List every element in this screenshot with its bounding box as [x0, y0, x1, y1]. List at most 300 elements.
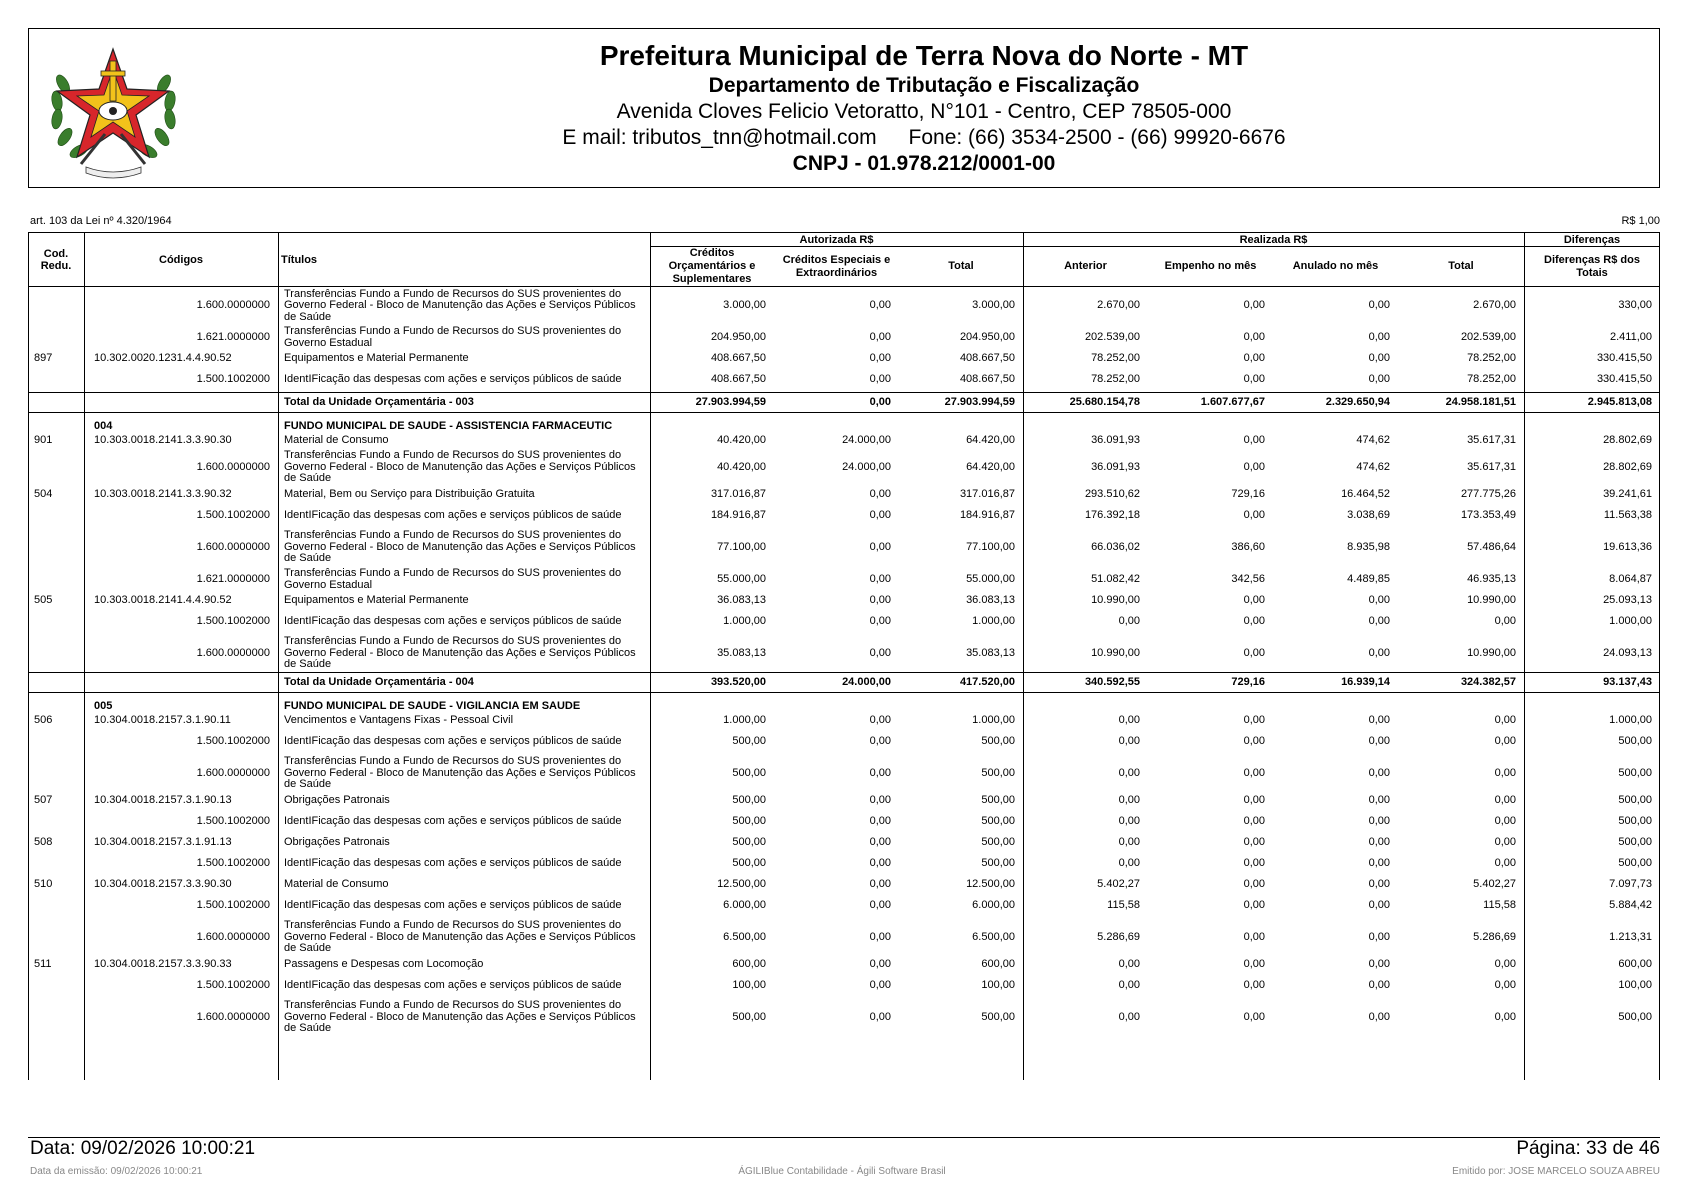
cell-diferencas: 2.411,00 — [1609, 330, 1652, 343]
cell-titulo: IdentIFicação das despesas com ações e serviços públicos de saúde — [284, 734, 622, 747]
cell-anulado — [1273, 693, 1398, 713]
cell-anterior: 0,00 — [1118, 614, 1140, 627]
cell-diferencas: 93.137,43 — [1524, 673, 1660, 693]
cell-codigo: 1.600.0000000 — [196, 460, 270, 473]
table-row — [28, 919, 1660, 957]
table-row — [28, 325, 1660, 351]
cell-creditos-orcamentarios: 40.420,00 — [717, 433, 766, 446]
col-empenho: Empenho no mês — [1148, 247, 1273, 287]
cell-codigo: 10.304.0018.2157.3.1.91.13 — [94, 835, 232, 848]
cell-diferencas: 500,00 — [1618, 793, 1652, 806]
cell-total-autorizada: 184.916,87 — [959, 508, 1015, 521]
cell-creditos-especiais — [774, 693, 899, 713]
cell-creditos-orcamentarios — [650, 693, 774, 713]
cell-total-autorizada: 500,00 — [981, 734, 1015, 747]
col-creditos-especiais: Créditos Especiais e Extraordinários — [774, 247, 899, 287]
cell-titulo: FUNDO MUNICIPAL DE SAUDE - ASSISTENCIA FARMACEUTIC — [284, 420, 613, 432]
cell-empenho: 0,00 — [1243, 593, 1265, 606]
cell-anterior — [1023, 413, 1148, 433]
cell-cod — [28, 367, 84, 393]
cell-total-realizada: 10.990,00 — [1467, 593, 1516, 606]
table-row — [28, 729, 1660, 755]
col-creditos-orcamentarios: Créditos Orçamentários e Suplementares — [650, 247, 774, 287]
cell-total-realizada: 78.252,00 — [1467, 372, 1516, 385]
table-row — [28, 367, 1660, 393]
cell-titulo: IdentIFicação das despesas com ações e serviços públicos de saúde — [284, 978, 622, 991]
cell-total-autorizada: 408.667,50 — [959, 351, 1015, 364]
cell-empenho: 0,00 — [1243, 930, 1265, 943]
cell-anterior: 0,00 — [1118, 957, 1140, 970]
cell-codigo: 10.303.0018.2141.3.3.90.32 — [94, 487, 232, 500]
cell-codigo: 1.500.1002000 — [196, 856, 270, 869]
cell-anterior: 0,00 — [1118, 856, 1140, 869]
cell-diferencas: 28.802,69 — [1603, 433, 1652, 446]
unit-header-row — [28, 413, 1660, 433]
cell-anterior: 36.091,93 — [1091, 433, 1140, 446]
cell-total-autorizada: 600,00 — [981, 957, 1015, 970]
cell-codigo: 1.600.0000000 — [196, 299, 270, 311]
cell-creditos-especiais: 0,00 — [869, 877, 891, 890]
cell-cod — [28, 673, 84, 693]
cell-total-realizada: 24.958.181,51 — [1398, 393, 1524, 413]
currency-unit: R$ 1,00 — [1621, 215, 1660, 227]
cell-titulo: Obrigações Patronais — [284, 793, 390, 806]
cell-cod — [28, 529, 84, 567]
cell-titulo: Transferências Fundo a Fundo de Recursos do SUS provenientes do Governo Federal - Bloco de Manutenção das Ações e Serviços Públicos de Saúde — [284, 635, 636, 670]
cell-total-autorizada: 55.000,00 — [966, 572, 1015, 585]
cell-titulo: Equipamentos e Material Permanente — [284, 593, 469, 606]
cell-titulo: FUNDO MUNICIPAL DE SAUDE - VIGILANCIA EM SAUDE — [284, 700, 581, 712]
cell-empenho: 0,00 — [1243, 957, 1265, 970]
cell-cod: 901 — [34, 433, 53, 446]
cell-total-autorizada: 77.100,00 — [966, 540, 1015, 553]
table-row — [28, 793, 1660, 809]
cell-anterior — [1023, 693, 1148, 713]
cell-creditos-especiais: 0,00 — [869, 1010, 891, 1023]
cell-titulo: Material de Consumo — [284, 433, 389, 446]
cell-creditos-orcamentarios: 408.667,50 — [710, 372, 766, 385]
cell-codigo: 10.304.0018.2157.3.1.90.13 — [94, 793, 232, 806]
cell-total-realizada: 0,00 — [1494, 713, 1516, 726]
cell-creditos-orcamentarios — [650, 413, 774, 433]
cell-codigo: 1.500.1002000 — [196, 372, 270, 385]
cell-cod — [28, 809, 84, 835]
cell-anulado: 16.939,14 — [1273, 673, 1398, 693]
cell-total-autorizada: 100,00 — [981, 978, 1015, 991]
cell-creditos-orcamentarios: 36.083,13 — [717, 593, 766, 606]
cell-total-autorizada: 36.083,13 — [966, 593, 1015, 606]
cell-titulo: IdentIFicação das despesas com ações e serviços públicos de saúde — [284, 856, 622, 869]
cell-diferencas: 39.241,61 — [1603, 487, 1652, 500]
cell-creditos-orcamentarios: 27.903.994,59 — [650, 393, 774, 413]
cell-creditos-orcamentarios: 40.420,00 — [717, 460, 766, 473]
cell-cod — [28, 693, 84, 713]
cell-anulado: 0,00 — [1368, 930, 1390, 943]
group-realizada: Realizada R$ — [1023, 233, 1524, 247]
cell-cod: 510 — [34, 877, 53, 890]
cell-anulado: 0,00 — [1368, 978, 1390, 991]
cell-cod — [28, 567, 84, 593]
cell-total-realizada: 0,00 — [1494, 978, 1516, 991]
unit-header-row — [28, 693, 1660, 713]
group-diferencas: Diferenças — [1524, 233, 1660, 247]
cell-creditos-orcamentarios: 55.000,00 — [717, 572, 766, 585]
cell-diferencas: 1.213,31 — [1609, 930, 1652, 943]
cell-total-realizada: 35.617,31 — [1467, 460, 1516, 473]
cell-anterior: 78.252,00 — [1091, 372, 1140, 385]
cell-total-realizada: 0,00 — [1494, 814, 1516, 827]
cell-codigo: 1.600.0000000 — [196, 1010, 270, 1023]
col-cod: Cod. Redu. — [28, 233, 84, 287]
cell-cod — [28, 893, 84, 919]
cell-cod — [28, 449, 84, 487]
table-row — [28, 351, 1660, 367]
cell-creditos-orcamentarios: 35.083,13 — [717, 646, 766, 659]
cell-total-realizada: 0,00 — [1494, 766, 1516, 779]
cell-titulo: Material, Bem ou Serviço para Distribuição Gratuita — [284, 487, 535, 500]
cell-creditos-orcamentarios: 77.100,00 — [717, 540, 766, 553]
cell-total-autorizada: 64.420,00 — [966, 460, 1015, 473]
cell-empenho: 0,00 — [1243, 646, 1265, 659]
cell-total-autorizada: 408.667,50 — [959, 372, 1015, 385]
cell-cod — [28, 851, 84, 877]
cell-anterior: 66.036,02 — [1091, 540, 1140, 553]
cell-titulo: Transferências Fundo a Fundo de Recursos do SUS provenientes do Governo Federal - Bloco de Manutenção das Ações e Serviços Públicos de Saúde — [284, 287, 636, 323]
cell-anterior: 0,00 — [1118, 793, 1140, 806]
cell-creditos-especiais: 0,00 — [869, 330, 891, 343]
header-phone: Fone: (66) 3534-2500 - (66) 99920-6676 — [908, 126, 1286, 149]
cell-titulo: IdentIFicação das despesas com ações e serviços públicos de saúde — [284, 898, 622, 911]
cell-titulo: Total da Unidade Orçamentária - 003 — [278, 393, 650, 413]
cell-total-realizada: 277.775,26 — [1460, 487, 1516, 500]
table-row — [28, 851, 1660, 877]
cell-titulo: Material de Consumo — [284, 877, 389, 890]
cell-empenho: 0,00 — [1243, 713, 1265, 726]
cell-total-autorizada: 27.903.994,59 — [899, 393, 1023, 413]
cell-empenho — [1148, 413, 1273, 433]
cell-total-realizada: 115,58 — [1483, 898, 1516, 911]
cell-codigo — [84, 393, 278, 413]
cell-diferencas: 11.563,38 — [1603, 508, 1652, 521]
cell-diferencas: 24.093,13 — [1603, 646, 1652, 659]
table-row — [28, 755, 1660, 793]
cell-total-autorizada: 500,00 — [981, 1010, 1015, 1023]
cell-anterior: 176.392,18 — [1084, 508, 1140, 521]
cell-cod — [28, 503, 84, 529]
cell-creditos-orcamentarios: 3.000,00 — [723, 299, 766, 311]
cell-cod — [28, 755, 84, 793]
report-header — [28, 28, 1660, 188]
cell-total-realizada: 57.486,64 — [1467, 540, 1516, 553]
cell-codigo: 1.500.1002000 — [196, 898, 270, 911]
cell-anulado: 0,00 — [1368, 835, 1390, 848]
cell-total-realizada — [1398, 693, 1524, 713]
cell-creditos-especiais: 0,00 — [869, 351, 891, 364]
cell-empenho: 0,00 — [1243, 508, 1265, 521]
budget-table — [28, 232, 1660, 1037]
cell-creditos-orcamentarios: 600,00 — [732, 957, 766, 970]
table-row — [28, 503, 1660, 529]
cell-total-autorizada: 64.420,00 — [966, 433, 1015, 446]
cell-titulo: Transferências Fundo a Fundo de Recursos do SUS provenientes do Governo Estadual — [284, 567, 622, 591]
table-row — [28, 877, 1660, 893]
cell-anterior: 25.680.154,78 — [1023, 393, 1148, 413]
cell-cod — [28, 729, 84, 755]
cell-titulo: IdentIFicação das despesas com ações e serviços públicos de saúde — [284, 508, 622, 521]
cell-empenho: 0,00 — [1243, 1010, 1265, 1023]
cell-diferencas: 500,00 — [1618, 1010, 1652, 1023]
cell-anterior: 115,58 — [1107, 898, 1140, 911]
cell-codigo: 1.500.1002000 — [196, 814, 270, 827]
cell-empenho: 0,00 — [1243, 614, 1265, 627]
cell-titulo: Obrigações Patronais — [284, 835, 390, 848]
cell-cod: 511 — [34, 957, 52, 970]
cell-anterior: 0,00 — [1118, 978, 1140, 991]
cell-cod — [28, 413, 84, 433]
cell-codigo: 10.303.0018.2141.3.3.90.30 — [94, 433, 232, 446]
cell-total-realizada: 324.382,57 — [1398, 673, 1524, 693]
cell-creditos-orcamentarios: 393.520,00 — [650, 673, 774, 693]
col-diferencas: Diferenças R$ dos Totais — [1524, 247, 1660, 287]
cell-anulado: 0,00 — [1368, 793, 1390, 806]
cell-total-autorizada: 500,00 — [981, 766, 1015, 779]
cell-cod — [28, 999, 84, 1037]
cell-total-autorizada: 12.500,00 — [966, 877, 1015, 890]
cell-empenho: 1.607.677,67 — [1148, 393, 1273, 413]
cell-total-autorizada: 1.000,00 — [972, 614, 1015, 627]
cell-creditos-orcamentarios: 500,00 — [732, 734, 766, 747]
cell-anulado: 0,00 — [1368, 856, 1390, 869]
municipal-crest-icon — [41, 39, 186, 179]
cell-creditos-orcamentarios: 1.000,00 — [723, 614, 766, 627]
cell-empenho: 0,00 — [1243, 372, 1265, 385]
cell-total-autorizada — [899, 693, 1023, 713]
cell-anulado: 0,00 — [1368, 614, 1390, 627]
cell-diferencas: 1.000,00 — [1609, 713, 1652, 726]
cell-anulado: 0,00 — [1368, 351, 1390, 364]
cell-codigo: 10.304.0018.2157.3.1.90.11 — [94, 713, 231, 726]
cell-titulo: IdentIFicação das despesas com ações e serviços públicos de saúde — [284, 614, 622, 627]
cell-diferencas: 100,00 — [1618, 978, 1652, 991]
table-row — [28, 635, 1660, 673]
cell-anulado: 0,00 — [1368, 734, 1390, 747]
cell-creditos-especiais: 24.000,00 — [842, 460, 891, 473]
cell-anterior: 5.286,69 — [1097, 930, 1140, 943]
cell-creditos-orcamentarios: 1.000,00 — [723, 713, 766, 726]
footer-software: ÁGILIBlue Contabilidade - Ágili Software Brasil — [738, 1166, 946, 1177]
cell-creditos-especiais: 0,00 — [869, 593, 891, 606]
cell-total-realizada: 0,00 — [1494, 1010, 1516, 1023]
col-total-autorizada: Total — [899, 247, 1023, 287]
cell-cod: 508 — [34, 835, 53, 848]
table-row — [28, 999, 1660, 1037]
footer-page-number: Página: 33 de 46 — [1516, 1138, 1660, 1159]
cell-diferencas: 500,00 — [1618, 835, 1652, 848]
cell-anulado: 2.329.650,94 — [1273, 393, 1398, 413]
cell-anulado: 0,00 — [1368, 877, 1390, 890]
cell-total-realizada: 173.353,49 — [1460, 508, 1516, 521]
cell-total-realizada: 2.670,00 — [1473, 299, 1516, 311]
cell-anterior: 202.539,00 — [1084, 330, 1140, 343]
law-reference: art. 103 da Lei nº 4.320/1964 — [30, 215, 172, 227]
cell-empenho: 0,00 — [1243, 433, 1265, 446]
cell-anulado: 0,00 — [1368, 299, 1390, 311]
cell-diferencas: 1.000,00 — [1609, 614, 1652, 627]
cell-total-realizada: 0,00 — [1494, 835, 1516, 848]
cell-total-autorizada: 3.000,00 — [972, 299, 1015, 311]
table-row — [28, 449, 1660, 487]
footer-issued-by: Emitido por: JOSE MARCELO SOUZA ABREU — [1452, 1166, 1660, 1177]
table-row — [28, 567, 1660, 593]
table-row — [28, 835, 1660, 851]
cell-titulo: Transferências Fundo a Fundo de Recursos do SUS provenientes do Governo Federal - Bloco de Manutenção das Ações e Serviços Públicos de Saúde — [284, 755, 636, 791]
cell-empenho: 0,00 — [1243, 351, 1265, 364]
budget-table-body — [28, 287, 1660, 1037]
table-row — [28, 957, 1660, 973]
cell-empenho: 386,60 — [1231, 540, 1265, 553]
cell-titulo: Equipamentos e Material Permanente — [284, 351, 469, 364]
cell-total-realizada: 5.286,69 — [1473, 930, 1516, 943]
cell-creditos-especiais: 0,00 — [869, 540, 891, 553]
cell-total-realizada: 0,00 — [1494, 734, 1516, 747]
cell-diferencas: 19.613,36 — [1603, 540, 1652, 553]
cell-anulado: 0,00 — [1368, 1010, 1390, 1023]
cell-creditos-especiais: 0,00 — [869, 372, 891, 385]
cell-diferencas: 500,00 — [1618, 766, 1652, 779]
table-row — [28, 287, 1660, 325]
cell-codigo: 004 — [94, 420, 113, 432]
cell-creditos-especiais: 0,00 — [869, 978, 891, 991]
cell-empenho: 0,00 — [1243, 856, 1265, 869]
cell-anterior: 0,00 — [1118, 766, 1140, 779]
cell-creditos-especiais: 0,00 — [869, 734, 891, 747]
cell-cod — [28, 287, 84, 325]
cell-codigo: 1.600.0000000 — [196, 766, 270, 779]
col-anterior: Anterior — [1023, 247, 1148, 287]
cell-diferencas: 28.802,69 — [1603, 460, 1652, 473]
cell-diferencas: 330,00 — [1618, 299, 1652, 311]
table-row — [28, 609, 1660, 635]
cell-anulado: 4.489,85 — [1347, 572, 1390, 585]
cell-diferencas — [1524, 693, 1660, 713]
cell-codigo: 10.302.0020.1231.4.4.90.52 — [94, 351, 232, 364]
cell-cod — [28, 325, 84, 351]
cell-creditos-orcamentarios: 6.000,00 — [723, 898, 766, 911]
cell-diferencas: 600,00 — [1618, 957, 1652, 970]
cell-total-autorizada: 500,00 — [981, 814, 1015, 827]
col-titulos: Títulos — [278, 233, 650, 287]
header-contact — [199, 125, 1649, 151]
cell-total-realizada: 5.402,27 — [1473, 877, 1516, 890]
cell-total-autorizada: 417.520,00 — [899, 673, 1023, 693]
col-total-realizada: Total — [1398, 247, 1524, 287]
cell-codigo: 1.500.1002000 — [196, 614, 270, 627]
cell-total-realizada: 35.617,31 — [1467, 433, 1516, 446]
group-autorizada: Autorizada R$ — [650, 233, 1023, 247]
cell-codigo — [84, 673, 278, 693]
cell-anterior: 10.990,00 — [1091, 646, 1140, 659]
cell-total-autorizada: 6.000,00 — [972, 898, 1015, 911]
cell-diferencas — [1524, 413, 1660, 433]
budget-table-container — [28, 232, 1660, 1080]
cell-creditos-especiais: 0,00 — [869, 856, 891, 869]
cell-codigo: 1.500.1002000 — [196, 508, 270, 521]
cell-creditos-orcamentarios: 317.016,87 — [710, 487, 766, 500]
cell-total-autorizada: 204.950,00 — [959, 330, 1015, 343]
cell-cod: 504 — [34, 487, 53, 500]
table-row — [28, 893, 1660, 919]
cell-creditos-especiais: 0,00 — [869, 487, 891, 500]
header-department: Departamento de Tributação e Fiscalização — [708, 74, 1140, 97]
cell-empenho: 0,00 — [1243, 766, 1265, 779]
cell-creditos-especiais: 0,00 — [869, 766, 891, 779]
cell-anulado — [1273, 413, 1398, 433]
cell-titulo: Transferências Fundo a Fundo de Recursos do SUS provenientes do Governo Estadual — [284, 325, 622, 349]
col-codigos: Códigos — [84, 233, 278, 287]
footer-rule — [28, 1137, 1660, 1138]
cell-empenho: 0,00 — [1243, 734, 1265, 747]
cell-diferencas: 500,00 — [1618, 856, 1652, 869]
cell-creditos-especiais — [774, 413, 899, 433]
col-anulado: Anulado no mês — [1273, 247, 1398, 287]
cell-total-realizada: 46.935,13 — [1467, 572, 1516, 585]
cell-creditos-especiais: 0,00 — [869, 713, 891, 726]
cell-creditos-especiais: 0,00 — [869, 930, 891, 943]
cell-anterior: 0,00 — [1118, 835, 1140, 848]
cell-creditos-orcamentarios: 6.500,00 — [723, 930, 766, 943]
cell-creditos-orcamentarios: 204.950,00 — [710, 330, 766, 343]
cell-empenho: 0,00 — [1243, 814, 1265, 827]
cell-creditos-orcamentarios: 500,00 — [732, 766, 766, 779]
cell-anulado: 0,00 — [1368, 766, 1390, 779]
cell-total-realizada: 0,00 — [1494, 793, 1516, 806]
unit-total-row — [28, 673, 1660, 693]
cell-total-autorizada: 6.500,00 — [972, 930, 1015, 943]
cell-anterior: 10.990,00 — [1091, 593, 1140, 606]
cell-total-autorizada: 317.016,87 — [959, 487, 1015, 500]
cell-anterior: 340.592,55 — [1023, 673, 1148, 693]
cell-diferencas: 330.415,50 — [1596, 372, 1652, 385]
cell-diferencas: 8.064,87 — [1609, 572, 1652, 585]
cell-total-autorizada: 500,00 — [981, 835, 1015, 848]
cell-codigo: 1.600.0000000 — [196, 930, 270, 943]
cell-diferencas: 500,00 — [1618, 814, 1652, 827]
cell-creditos-especiais: 0,00 — [869, 508, 891, 521]
unit-total-row — [28, 393, 1660, 413]
footer-date: Data: 09/02/2026 10:00:21 — [30, 1138, 256, 1159]
cell-cod: 505 — [34, 593, 53, 606]
cell-anterior: 0,00 — [1118, 734, 1140, 747]
cell-diferencas: 2.945.813,08 — [1524, 393, 1660, 413]
cell-anterior: 2.670,00 — [1097, 299, 1140, 311]
footer-emission-date: Data da emissão: 09/02/2026 10:00:21 — [30, 1166, 203, 1177]
cell-anulado: 0,00 — [1368, 593, 1390, 606]
cell-anulado: 0,00 — [1368, 898, 1390, 911]
cell-codigo: 1.600.0000000 — [196, 646, 270, 659]
cell-anulado: 474,62 — [1356, 460, 1390, 473]
cell-cod: 507 — [34, 793, 53, 806]
cell-titulo: Vencimentos e Vantagens Fixas - Pessoal Civil — [284, 713, 514, 726]
cell-empenho: 0,00 — [1243, 978, 1265, 991]
header-address: Avenida Cloves Felicio Vetoratto, N°101 - Centro, CEP 78505-000 — [616, 100, 1232, 123]
header-cnpj: CNPJ - 01.978.212/0001-00 — [792, 152, 1056, 175]
cell-creditos-especiais: 0,00 — [869, 793, 891, 806]
cell-codigo: 10.303.0018.2141.4.4.90.52 — [94, 593, 232, 606]
cell-cod: 897 — [34, 351, 53, 364]
cell-anulado: 0,00 — [1368, 330, 1390, 343]
cell-total-autorizada: 500,00 — [981, 793, 1015, 806]
cell-titulo: Passagens e Despesas com Locomoção — [284, 957, 484, 970]
